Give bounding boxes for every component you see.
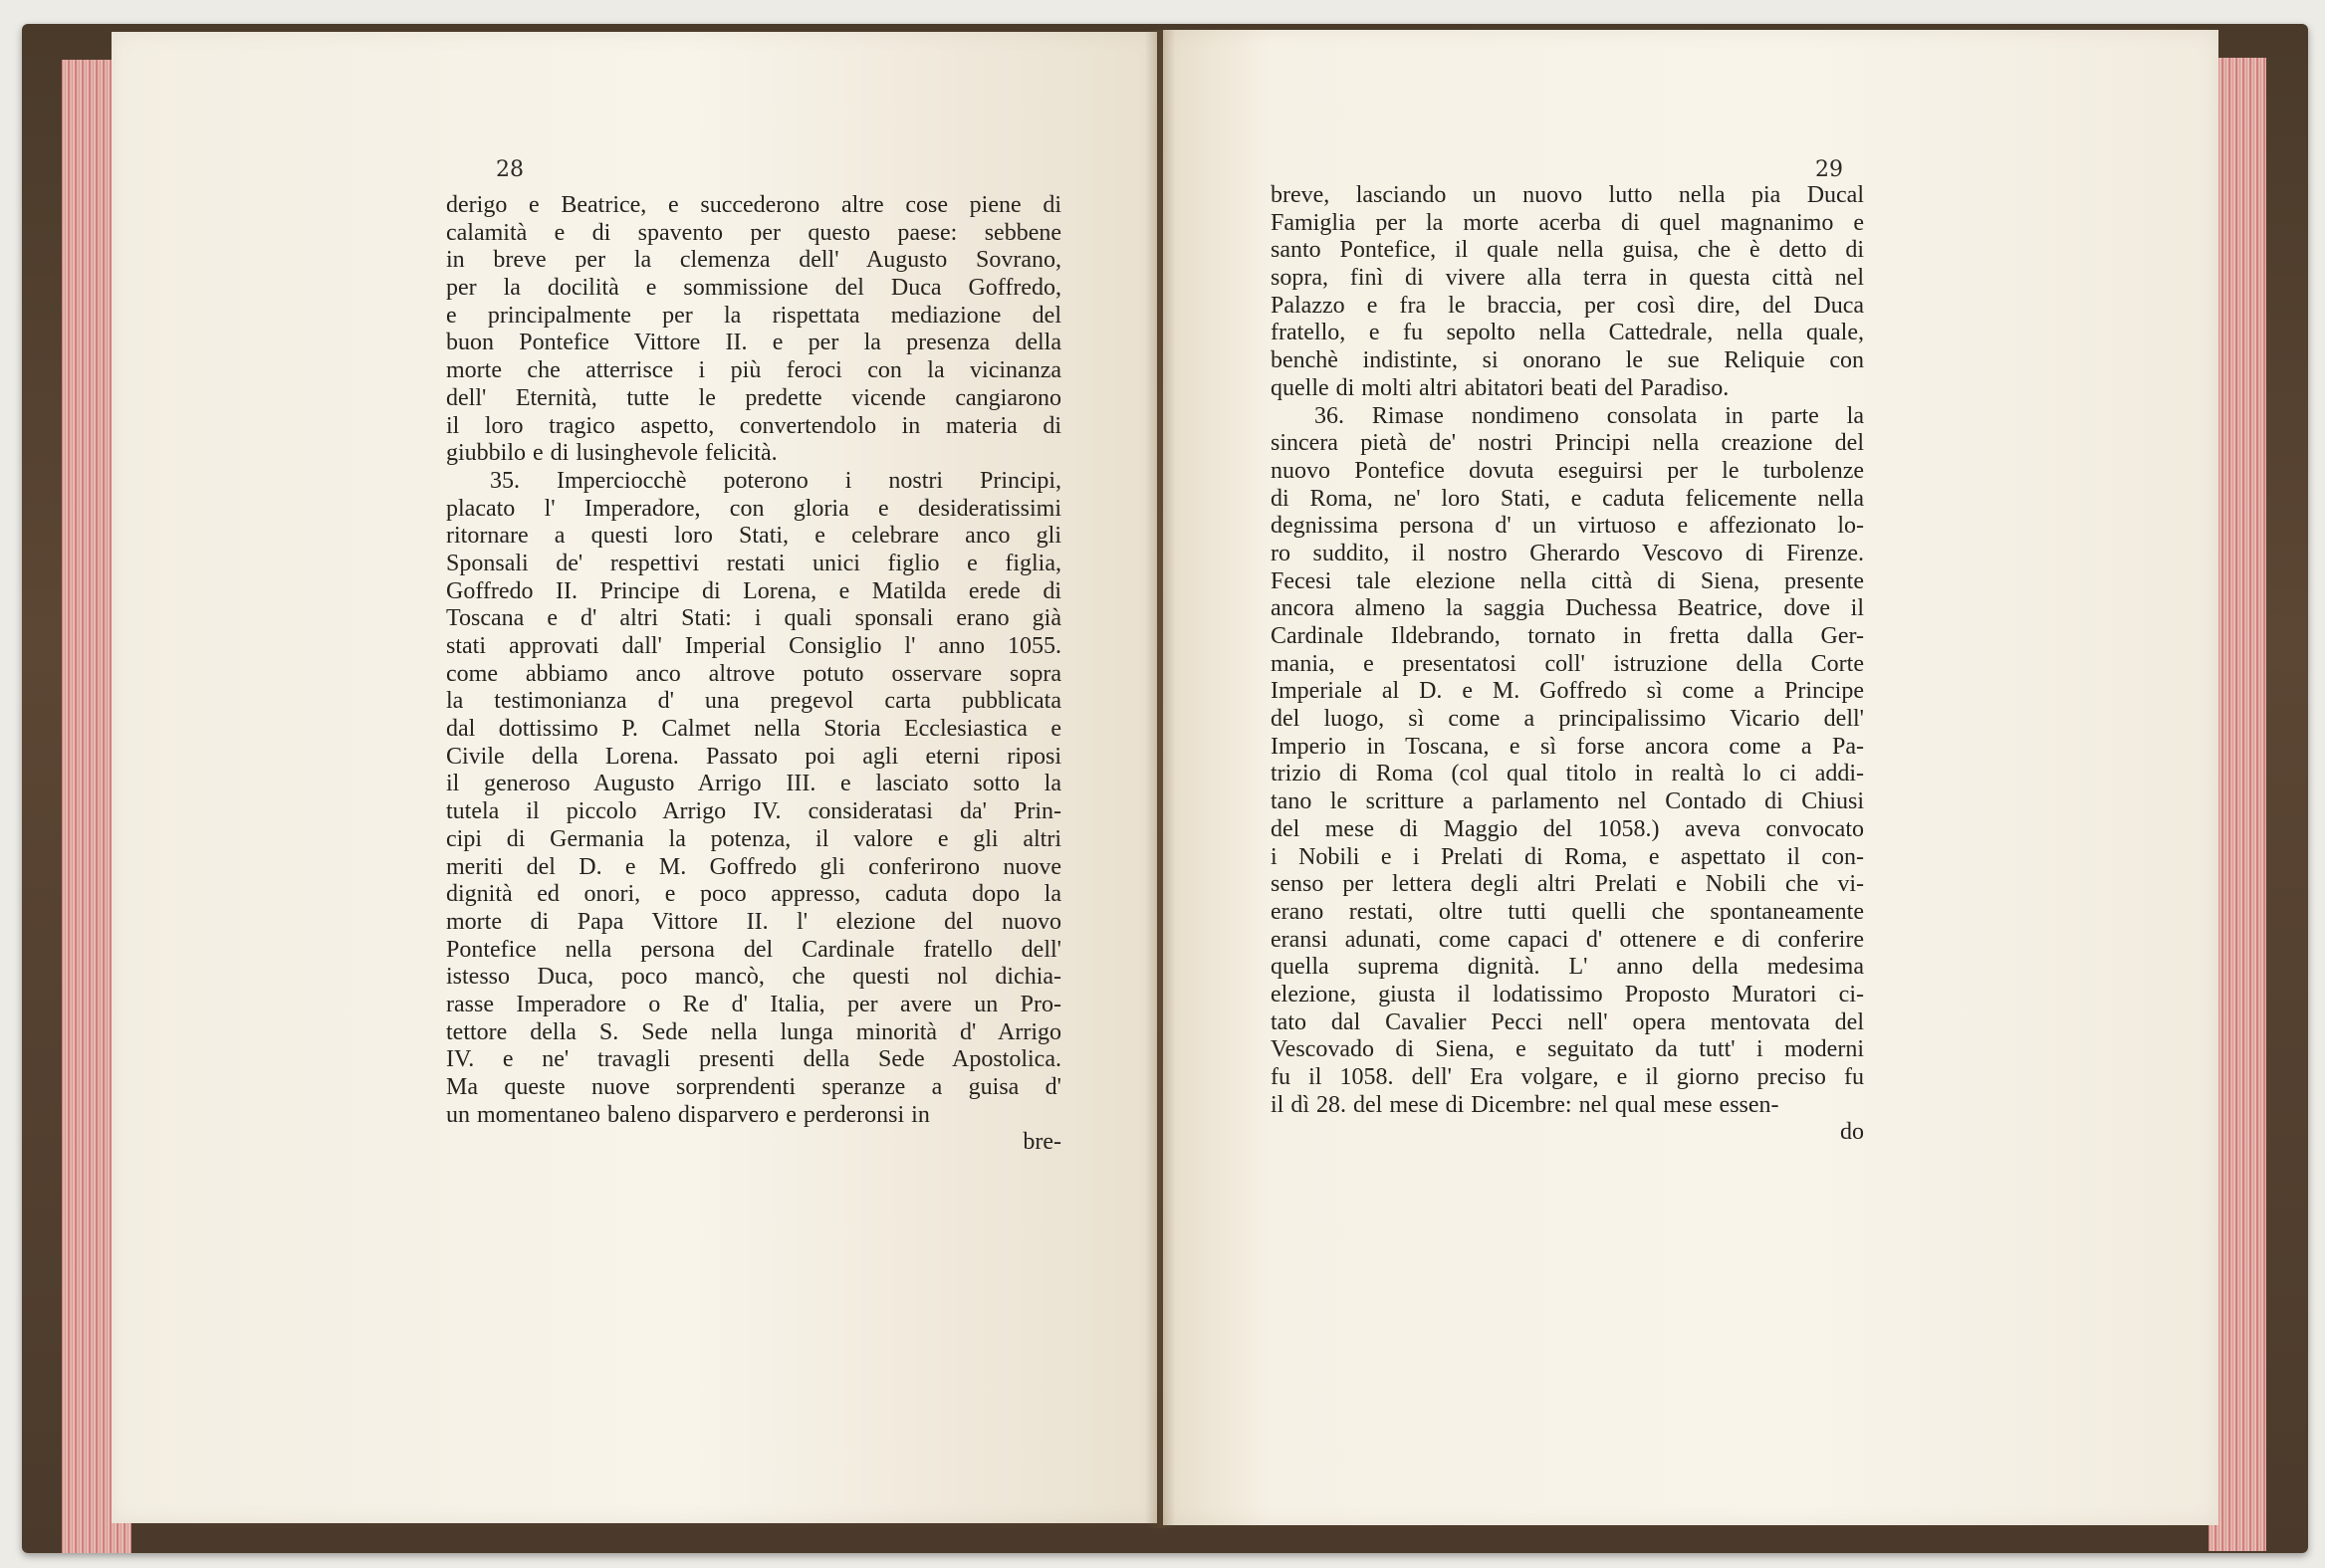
text-line: la testimonianza d' una pregevol carta pubblicata — [446, 688, 1061, 715]
text-line: i Nobili e i Prelati di Roma, e aspettato il con- — [1271, 843, 1864, 870]
text-line: giubbilo e di lusinghevole felicità. — [446, 440, 778, 467]
text-line: erano restati, oltre tutti quelli che spontaneamente — [1271, 898, 1864, 925]
text-line: sincera pietà de' nostri Principi nella creazione del — [1271, 430, 1864, 457]
catchword: do — [1840, 1119, 1864, 1146]
text-line: breve, lasciando un nuovo lutto nella pia Ducal — [1271, 182, 1864, 208]
text-line: Goffredo II. Principe di Lorena, e Matilda erede di — [446, 577, 1061, 604]
text-line: dal dottissimo P. Calmet nella Storia Ecclesiastica e — [446, 716, 1061, 743]
text-line: placato l' Imperadore, con gloria e desideratissimi — [446, 495, 1061, 522]
text-line: per la docilità e sommissione del Duca Goffredo, — [446, 275, 1061, 302]
text-line: Sponsali de' respettivi restati unici figlio e figlia, — [446, 550, 1061, 576]
text-line: il generoso Augusto Arrigo III. e lasciato sotto la — [446, 771, 1061, 797]
text-line: del luogo, sì come a principalissimo Vicario dell' — [1271, 706, 1864, 733]
text-line: e principalmente per la rispettata mediazione del — [446, 302, 1061, 329]
text-line: 35. Imperciocchè poterono i nostri Principi, — [490, 467, 1061, 494]
text-line: Imperio in Toscana, e sì forse ancora come a Pa- — [1271, 733, 1864, 760]
text-line: ancora almeno la saggia Duchessa Beatrice, dove il — [1271, 595, 1864, 622]
text-line: tano le scritture a parlamento nel Contado di Chiusi — [1271, 788, 1864, 815]
text-line: tettore della S. Sede nella lunga minorità d' Arrigo — [446, 1018, 1061, 1045]
text-line: tutela il piccolo Arrigo IV. consideratasi da' Prin- — [446, 798, 1061, 825]
text-line: come abbiamo anco altrove potuto osservare sopra — [446, 660, 1061, 687]
text-line: Imperiale al D. e M. Goffredo sì come a Principe — [1271, 678, 1864, 705]
book-gutter — [1145, 30, 1175, 1528]
text-line: del mese di Maggio del 1058.) aveva convocato — [1271, 815, 1864, 842]
text-line: il dì 28. del mese di Dicembre: nel qual mese essen- — [1271, 1091, 1779, 1118]
text-line: Ma queste nuove sorprendenti speranze a guisa d' — [446, 1074, 1061, 1100]
text-line: il loro tragico aspetto, convertendolo in materia di — [446, 412, 1061, 439]
text-line: ro suddito, il nostro Gherardo Vescovo di Firenze. — [1271, 540, 1864, 566]
text-line: benchè indistinte, si onorano le sue Reliquie con — [1271, 347, 1864, 374]
text-line: IV. e ne' travagli presenti della Sede Apostolica. — [446, 1046, 1061, 1073]
text-line: calamità e di spavento per questo paese: sebbene — [446, 219, 1061, 246]
text-line: Civile della Lorena. Passato poi agli eterni riposi — [446, 743, 1061, 770]
text-line: buon Pontefice Vittore II. e per la presenza della — [446, 330, 1061, 356]
text-line: in breve per la clemenza dell' Augusto Sovrano, — [446, 247, 1061, 274]
text-line: Pontefice nella persona del Cardinale fratello dell' — [446, 936, 1061, 963]
text-line: Vescovado di Siena, e seguitato da tutt' i moderni — [1271, 1036, 1864, 1063]
right-page-text — [1271, 182, 1864, 1147]
text-line: degnissima persona d' un virtuoso e affezionato lo- — [1271, 513, 1864, 540]
text-line: un momentaneo baleno disparvero e perderonsi in — [446, 1101, 930, 1128]
text-line: Toscana e d' altri Stati: i quali sponsali erano già — [446, 605, 1061, 632]
text-line: dell' Eternità, tutte le predette vicende cangiarono — [446, 384, 1061, 411]
text-line: morte che atterrisce i più feroci con la vicinanza — [446, 357, 1061, 384]
text-line: quella suprema dignità. L' anno della medesima — [1271, 954, 1864, 981]
text-line: senso per lettera degli altri Prelati e Nobili che vi- — [1271, 871, 1864, 898]
text-line: cipi di Germania la potenza, il valore e gli altri — [446, 825, 1061, 852]
text-line: Cardinale Ildebrando, tornato in fretta dalla Ger- — [1271, 623, 1864, 649]
text-line: mania, e presentatosi coll' istruzione della Corte — [1271, 650, 1864, 677]
text-line: trizio di Roma (col qual titolo in realtà lo ci addi- — [1271, 761, 1864, 787]
text-line: tato dal Cavalier Pecci nell' opera mentovata del — [1271, 1008, 1864, 1035]
text-line: elezione, giusta il lodatissimo Proposto Muratori ci- — [1271, 981, 1864, 1008]
text-line: quelle di molti altri abitatori beati del Paradiso. — [1271, 374, 1730, 401]
text-line: santo Pontefice, il quale nella guisa, che è detto di — [1271, 237, 1864, 264]
text-line: stati approvati dall' Imperial Consiglio l' anno 1055. — [446, 633, 1061, 659]
left-page-number: 28 — [496, 157, 524, 182]
text-line: Fecesi tale elezione nella città di Siena, presente — [1271, 567, 1864, 594]
catchword: bre- — [1023, 1129, 1061, 1156]
text-line: morte di Papa Vittore II. l' elezione del nuovo — [446, 908, 1061, 935]
text-line: fratello, e fu sepolto nella Cattedrale, nella quale, — [1271, 320, 1864, 346]
text-line: di Roma, ne' loro Stati, e caduta felicemente nella — [1271, 485, 1864, 512]
text-line: dignità ed onori, e poco appresso, caduta dopo la — [446, 881, 1061, 908]
text-line: fu il 1058. dell' Era volgare, e il giorno preciso fu — [1271, 1064, 1864, 1090]
text-line: istesso Duca, poco mancò, che questi nol dichia- — [446, 964, 1061, 991]
text-line: meriti del D. e M. Goffredo gli conferirono nuove — [446, 853, 1061, 880]
text-line: 36. Rimase nondimeno consolata in parte la — [1314, 402, 1864, 429]
text-line: derigo e Beatrice, e succederono altre cose piene di — [446, 192, 1061, 218]
right-page-number: 29 — [1815, 157, 1843, 182]
text-line: sopra, finì di vivere alla terra in questa città nel — [1271, 265, 1864, 292]
text-line: Palazzo e fra le braccia, per così dire, del Duca — [1271, 292, 1864, 319]
text-line: rasse Imperadore o Re d' Italia, per avere un Pro- — [446, 991, 1061, 1017]
text-line: ritornare a questi loro Stati, e celebrare anco gli — [446, 523, 1061, 550]
text-line: nuovo Pontefice dovuta eseguirsi per le turbolenze — [1271, 457, 1864, 484]
text-line: eransi adunati, come capaci d' ottenere e di conferire — [1271, 926, 1864, 953]
text-line: Famiglia per la morte acerba di quel magnanimo e — [1271, 209, 1864, 236]
left-page-text — [446, 192, 1061, 1157]
